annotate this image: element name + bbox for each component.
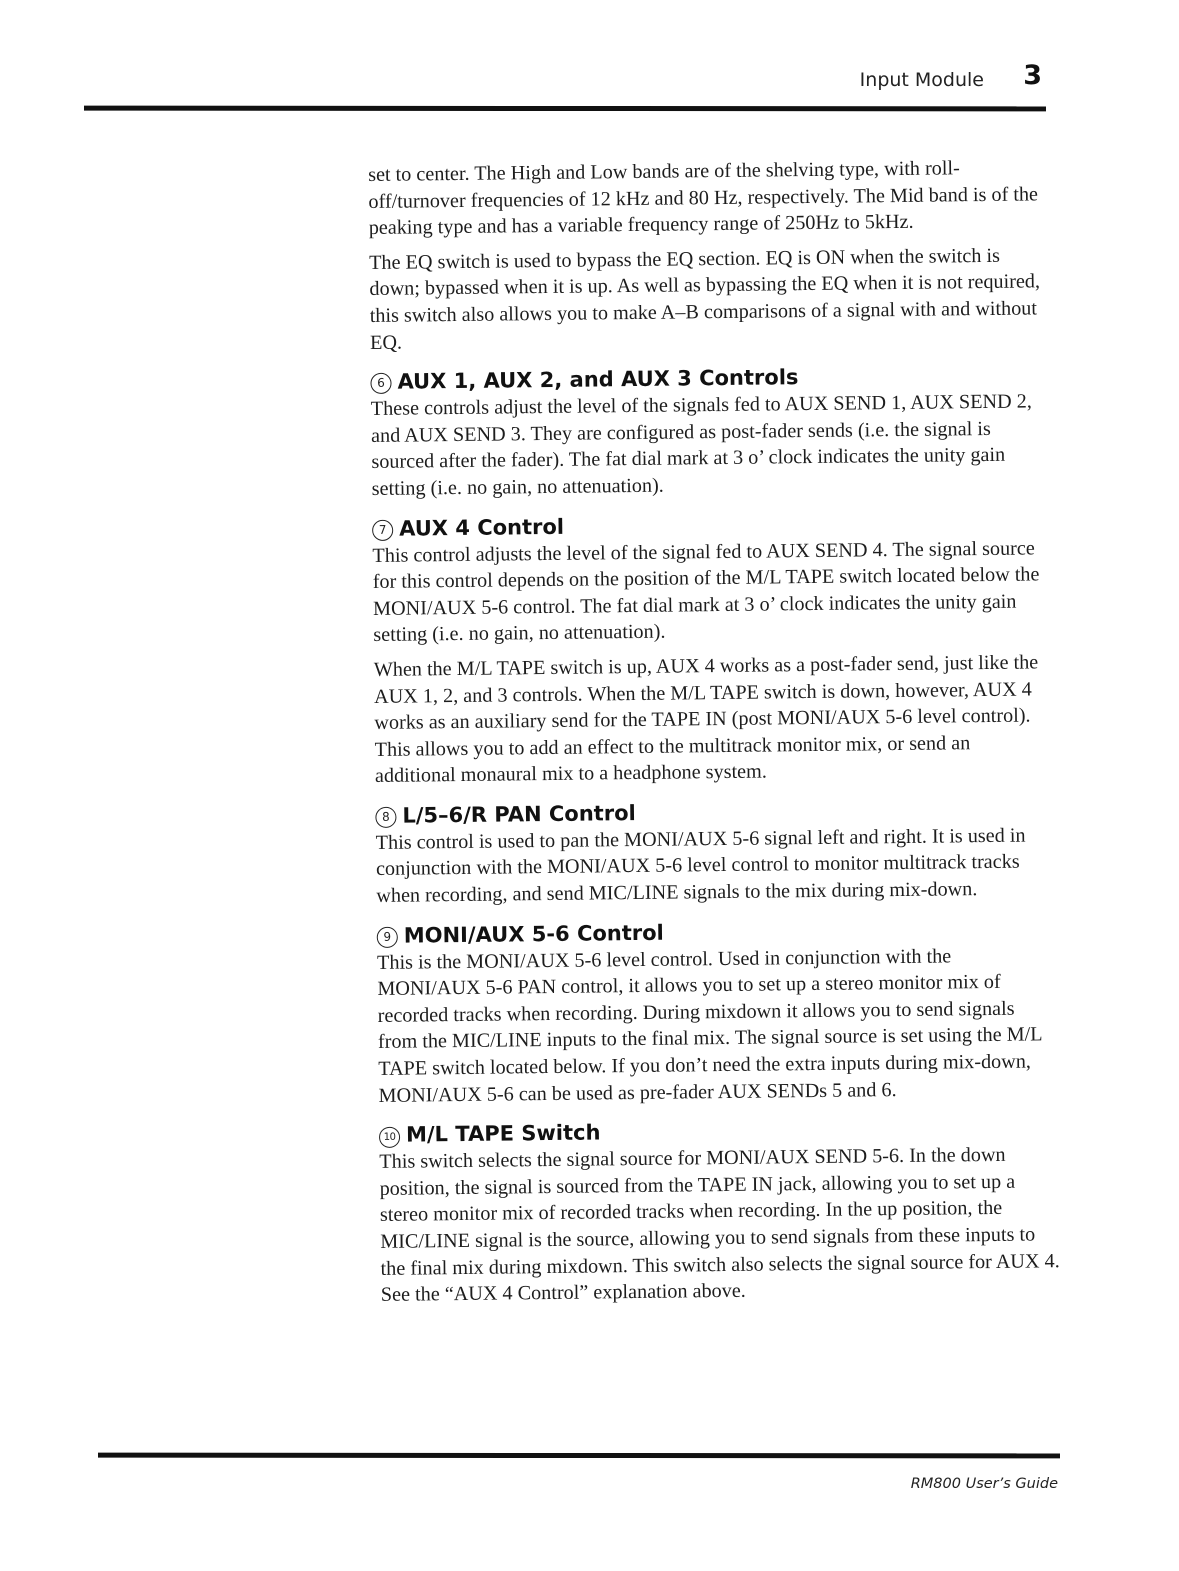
- body-text: [368, 154, 1061, 1316]
- section-moni-aux: [377, 914, 1059, 1109]
- paragraph: set to center. The High and Low bands are of the shelving type, with roll-off/turnover frequencies of 12 kHz and 80 Hz, respectively. The Mid band is of the peaking type and has a variable frequency range of 250Hz to 5kHz.: [368, 157, 1039, 240]
- item-number-badge: 7: [372, 519, 393, 540]
- section-ml-tape: [379, 1113, 1061, 1308]
- header-rule: [84, 106, 1046, 112]
- paragraph: This control adjusts the level of the signal fed to AUX SEND 4. The signal source for this control depends on the position of the M/L TAPE switch located below the MONI/AUX 5-6 control. The fat dial mark at 3 o’ clock indicates the unity gain setting (i.e. no gain, no attenuation).: [372, 536, 1040, 647]
- paragraph: This is the MONI/AUX 5-6 level control. Used in conjunction with the MONI/AUX 5-6 PAN control, it allows you to set up a stereo monitor mix of recorded tracks when recording. During mixdown it allows you to send signals from the MIC/LINE inputs to the final mix. The signal source is set using the M/L TAPE switch located below. If you don’t need the extra inputs during mix-down, MONI/AUX 5-6 can be used as pre-fader AUX SENDs 5 and 6.: [376, 945, 1042, 1107]
- section-aux-4: [372, 507, 1055, 790]
- section-aux-1-2-3: [370, 360, 1051, 502]
- item-number-badge: 8: [375, 807, 396, 828]
- paragraph: These controls adjust the level of the signals fed to AUX SEND 1, AUX SEND 2, and AUX SEND 3. They are configured as post-fader sends (i.e. the signal is sourced after the fader). The fat dial mark at 3 o’ clock indicates the unity gain setting (i.e. no gain, no attenuation).: [370, 390, 1032, 500]
- footer-doc-title: RM800 User’s Guide: [910, 1476, 1058, 1492]
- item-number-badge: 9: [377, 926, 398, 947]
- page-number: 3: [1023, 60, 1042, 91]
- section-title: AUX 1, AUX 2, and AUX 3 Controls: [397, 365, 799, 394]
- section-pan: [375, 794, 1056, 909]
- paragraph: When the M/L TAPE switch is up, AUX 4 works as a post-fader send, just like the AUX 1, 2, and 3 controls. When the M/L TAPE switch is down, however, AUX 4 works as an auxiliary send for the TAPE IN (post MONI/AUX 5-6 level control). This allows you to add an effect to the multitrack monitor mix, or send an additional monaural mix to a headphone system.: [373, 651, 1039, 788]
- paragraph: This control is used to pan the MONI/AUX 5-6 signal left and right. It is used in conjunction with the MONI/AUX 5-6 level control to monitor multitrack tracks when recording, and send MIC/LINE signals to the mix during mix-down.: [375, 824, 1026, 908]
- section-title: M/L TAPE Switch: [405, 1120, 601, 1147]
- paragraph: This switch selects the signal source for MONI/AUX SEND 5-6. In the down position, the signal is sourced from the TAPE IN jack, allowing you to set up a stereo monitor mix of recorded tracks when recording. In the up position, the MIC/LINE signal is the source, allowing you to send signals from these inputs to the final mix during mixdown. This switch also selects the signal source for AUX 4. See the “AUX 4 Control” explanation above.: [379, 1144, 1060, 1307]
- section-title: MONI/AUX 5-6 Control: [403, 920, 664, 948]
- section-title: AUX 4 Control: [399, 514, 565, 541]
- item-number-badge: 6: [370, 373, 391, 394]
- footer-rule: [98, 1453, 1060, 1459]
- paragraph: The EQ switch is used to bypass the EQ section. EQ is ON when the switch is down; bypassed when it is up. As well as bypassing the EQ when it is not required, this switch also allows you to make A–B comparisons of a signal with and without EQ.: [369, 244, 1041, 354]
- item-number-badge: 10: [379, 1127, 400, 1148]
- section-name: Input Module: [859, 69, 984, 91]
- running-header: [84, 60, 1046, 110]
- section-title: L/5–6/R PAN Control: [402, 800, 636, 828]
